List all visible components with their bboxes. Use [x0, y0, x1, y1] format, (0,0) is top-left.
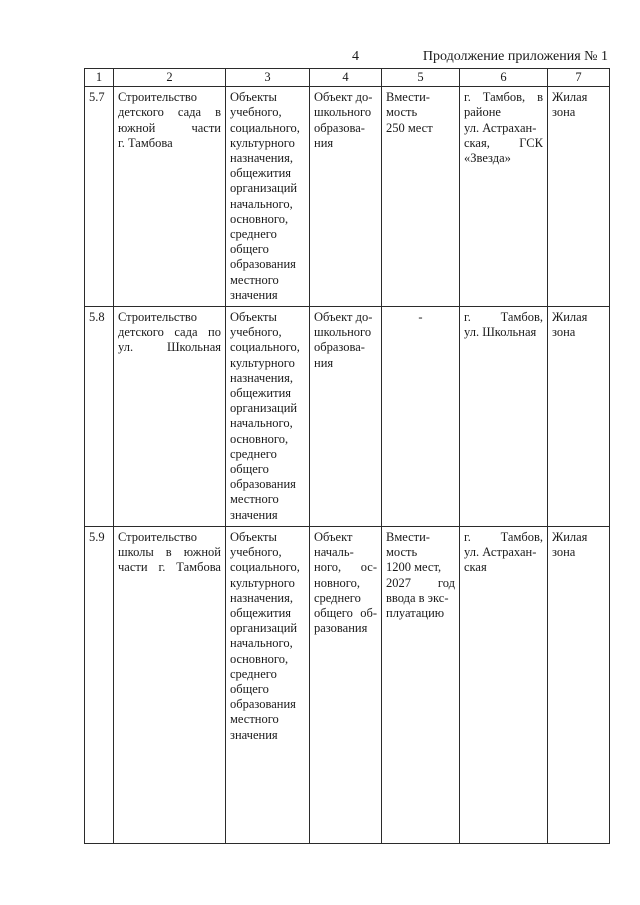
- cell-text-line: общего об-: [314, 605, 377, 620]
- cell-text-line: общежития: [230, 386, 292, 401]
- cell-text-line: ния: [314, 355, 334, 370]
- capacity-cell: [382, 526, 460, 843]
- cell-text-line: образования: [230, 257, 296, 272]
- cell-text-line: общежития: [230, 166, 292, 181]
- cell-text-line: назначения,: [230, 590, 294, 605]
- cell-text-line: 1200 мест,: [386, 560, 442, 575]
- location-cell: [460, 307, 548, 527]
- cell-text-line: ул. Школьная: [118, 340, 221, 355]
- cell-text-line: культурного: [230, 355, 295, 370]
- page-heading: Продолжение приложения № 1: [422, 49, 608, 64]
- cell-text-line: значения: [230, 507, 278, 522]
- cell-text-line: детского сада в: [118, 105, 221, 120]
- cell-text-line: значения: [230, 287, 278, 302]
- cell-text-line: Объекты: [230, 529, 277, 544]
- cell-text-line: среднего: [230, 227, 277, 242]
- column-number: 2: [114, 69, 226, 87]
- row-number-cell: 5.7: [85, 87, 114, 307]
- cell-text-line: образования: [230, 697, 296, 712]
- object-type-cell: [310, 87, 382, 307]
- cell-text-line: Объект до-: [314, 310, 373, 325]
- cell-text-line: организаций: [230, 621, 298, 636]
- cell-text-line: мость: [386, 545, 418, 560]
- cell-text-line: социального,: [230, 120, 300, 135]
- cell-text-line: детского сада по: [118, 325, 221, 340]
- column-number: 7: [548, 69, 610, 87]
- cell-text-line: школьного: [314, 105, 372, 120]
- cell-text-line: школы в южной: [118, 545, 221, 560]
- cell-text-line: началь-: [314, 545, 354, 560]
- cell-text-line: начального,: [230, 416, 293, 431]
- cell-text-line: школьного: [314, 325, 372, 340]
- cell-text-line: ская, ГСК: [464, 135, 543, 150]
- cell-text-line: ул. Школьная: [464, 325, 537, 340]
- cell-text-line: ния: [314, 135, 334, 150]
- cell-text-line: плуатацию: [386, 605, 445, 620]
- cell-text-line: г. Тамбов,: [464, 529, 543, 544]
- cell-text-line: части г. Тамбова: [118, 560, 221, 575]
- cell-text-line: основного,: [230, 431, 289, 446]
- table-row: [85, 307, 610, 527]
- object-name-cell: [114, 526, 226, 843]
- cell-text-line: г. Тамбов,: [464, 310, 543, 325]
- column-number-row: [85, 69, 610, 87]
- cell-text-line: местного: [230, 272, 279, 287]
- column-number: 6: [460, 69, 548, 87]
- cell-text-line: ская: [464, 560, 487, 575]
- zone-cell: [548, 87, 610, 307]
- object-name-cell: [114, 307, 226, 527]
- cell-text-line: культурного: [230, 575, 295, 590]
- cell-text-line: ного, ос-: [314, 560, 377, 575]
- cell-text-line: основного,: [230, 651, 289, 666]
- cell-text-line: зона: [552, 545, 576, 560]
- cell-text-line: районе: [464, 105, 501, 120]
- object-category-cell: [226, 307, 310, 527]
- cell-text-line: Строительство: [118, 310, 198, 325]
- cell-text-line: основного,: [230, 211, 289, 226]
- cell-text-line: организаций: [230, 181, 298, 196]
- cell-text-line: среднего: [314, 590, 361, 605]
- cell-text-line: общего: [230, 242, 269, 257]
- column-number: 5: [382, 69, 460, 87]
- cell-text-line: местного: [230, 492, 279, 507]
- cell-text-line: общего: [230, 462, 269, 477]
- location-cell: [460, 87, 548, 307]
- cell-text-line: образова-: [314, 340, 365, 355]
- cell-text-line: Объекты: [230, 310, 277, 325]
- capacity-cell: [382, 307, 460, 527]
- cell-text-line: начального,: [230, 196, 293, 211]
- cell-text-line: Объекты: [230, 90, 277, 105]
- table-row: [85, 87, 610, 307]
- cell-text-line: Жилая: [552, 310, 588, 325]
- cell-text-line: Жилая: [552, 90, 588, 105]
- cell-text-line: учебного,: [230, 325, 282, 340]
- capacity-cell: [382, 87, 460, 307]
- cell-text-line: зона: [552, 105, 576, 120]
- row-number-cell: 5.8: [85, 307, 114, 527]
- object-name-cell: [114, 87, 226, 307]
- cell-text-line: назначения,: [230, 370, 294, 385]
- cell-text-line: Строительство: [118, 90, 198, 105]
- cell-text-line: общежития: [230, 605, 292, 620]
- cell-text-line: Вмести-: [386, 529, 430, 544]
- location-cell: [460, 526, 548, 843]
- cell-text-line: новного,: [314, 575, 360, 590]
- column-number: 1: [85, 69, 114, 87]
- cell-text-line: «Звезда»: [464, 151, 511, 166]
- page-number: 4: [352, 49, 359, 64]
- cell-text-line: 250 мест: [386, 120, 433, 135]
- cell-text-line: мость: [386, 105, 418, 120]
- row-number-cell: 5.9: [85, 526, 114, 843]
- cell-text-line: начального,: [230, 636, 293, 651]
- cell-text-line: Вмести-: [386, 90, 430, 105]
- cell-text-line: ввода в экс-: [386, 590, 449, 605]
- cell-text-line: -: [418, 310, 423, 325]
- planning-table: [84, 68, 610, 844]
- cell-text-line: назначения,: [230, 151, 294, 166]
- cell-text-line: организаций: [230, 401, 298, 416]
- zone-cell: [548, 307, 610, 527]
- cell-text-line: среднего: [230, 666, 277, 681]
- cell-text-line: г. Тамбов, в: [464, 90, 543, 105]
- cell-text-line: культурного: [230, 135, 295, 150]
- cell-text-line: Строительство: [118, 529, 198, 544]
- cell-text-line: общего: [230, 681, 269, 696]
- cell-text-line: образова-: [314, 120, 365, 135]
- column-number: 4: [310, 69, 382, 87]
- cell-text-line: значения: [230, 727, 278, 742]
- object-type-cell: [310, 307, 382, 527]
- cell-text-line: среднего: [230, 446, 277, 461]
- cell-text-line: г. Тамбова: [118, 135, 173, 150]
- zone-cell: [548, 526, 610, 843]
- cell-text-line: учебного,: [230, 545, 282, 560]
- object-category-cell: [226, 526, 310, 843]
- table-row: [85, 526, 610, 843]
- cell-text-line: зона: [552, 325, 576, 340]
- cell-text-line: ул. Астрахан-: [464, 545, 537, 560]
- cell-text-line: 2027 год: [386, 575, 455, 590]
- object-category-cell: [226, 87, 310, 307]
- cell-text-line: социального,: [230, 560, 300, 575]
- cell-text-line: ул. Астрахан-: [464, 120, 537, 135]
- cell-text-line: образования: [230, 477, 296, 492]
- object-type-cell: [310, 526, 382, 843]
- cell-text-line: социального,: [230, 340, 300, 355]
- cell-text-line: разования: [314, 621, 368, 636]
- cell-text-line: Объект до-: [314, 90, 373, 105]
- cell-text-line: местного: [230, 712, 279, 727]
- cell-text-line: Объект: [314, 529, 353, 544]
- cell-text-line: южной части: [118, 120, 221, 135]
- cell-text-line: Жилая: [552, 529, 588, 544]
- cell-text-line: учебного,: [230, 105, 282, 120]
- column-number: 3: [226, 69, 310, 87]
